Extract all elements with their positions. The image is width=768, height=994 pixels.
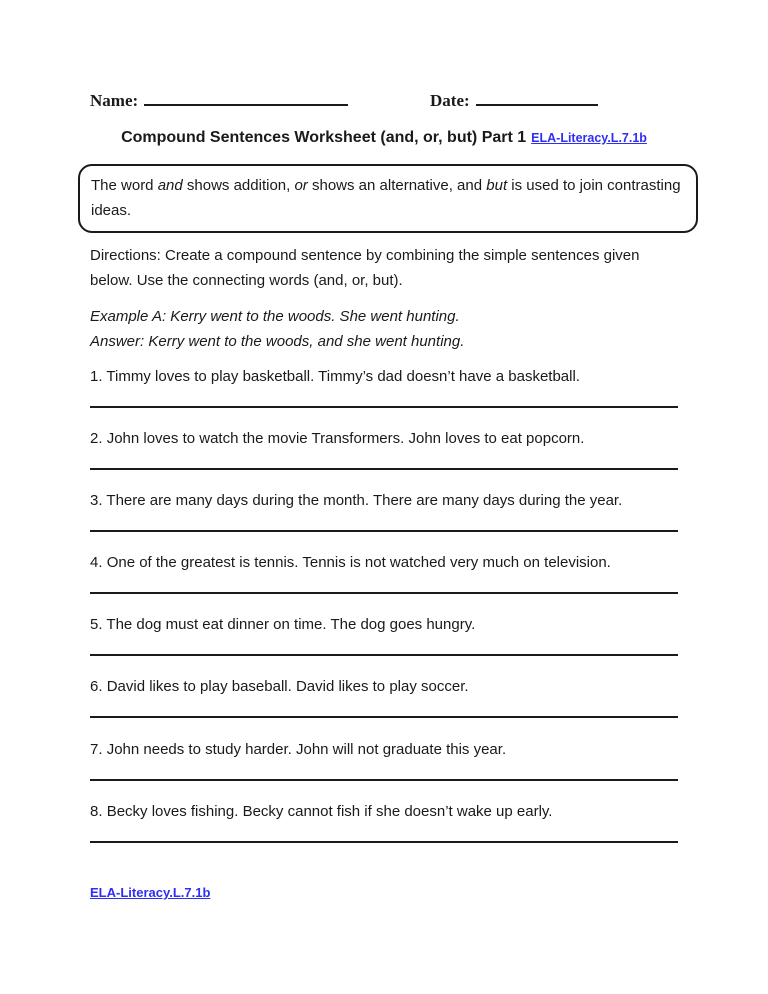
definition-word-but: but bbox=[486, 177, 508, 194]
question-number: 2. bbox=[90, 430, 103, 448]
question-sentence bbox=[90, 366, 678, 387]
question-number: 3. bbox=[90, 492, 103, 510]
question-item bbox=[90, 614, 678, 676]
name-field-row bbox=[90, 91, 348, 111]
question-text: One of the greatest is tennis. Tennis is not watched very much on television. bbox=[106, 554, 611, 572]
question-text: The dog must eat dinner on time. The dog goes hungry. bbox=[106, 616, 476, 634]
question-sentence bbox=[90, 614, 678, 635]
answer-blank-line bbox=[90, 841, 678, 843]
question-text: Timmy loves to play basketball. Timmy’s dad doesn’t have a basketball. bbox=[106, 368, 580, 385]
example-answer: Answer: Kerry went to the woods, and she went hunting. bbox=[90, 333, 465, 350]
example-prompt: Example A: Kerry went to the woods. She went hunting. bbox=[90, 308, 460, 325]
directions-text: Directions: Create a compound sentence by combining the simple sentences given below. Use the connecting words (and, or, but). bbox=[90, 247, 640, 289]
answer-blank-line bbox=[90, 592, 678, 594]
date-field-row bbox=[430, 91, 598, 111]
page-title: Compound Sentences Worksheet (and, or, but) Part 1 bbox=[121, 129, 527, 146]
definition-text-part: The word bbox=[91, 177, 158, 194]
name-label: Name: bbox=[90, 91, 139, 110]
answer-blank-line bbox=[90, 530, 678, 532]
definition-text-part: is used to join contrasting ideas. bbox=[91, 177, 681, 219]
title-row bbox=[0, 129, 768, 147]
question-item bbox=[90, 739, 678, 801]
question-item bbox=[90, 801, 678, 863]
question-sentence bbox=[90, 739, 678, 760]
name-blank-line bbox=[144, 91, 348, 106]
question-text: Becky loves fishing. Becky cannot fish if she doesn’t wake up early. bbox=[106, 802, 553, 820]
question-list bbox=[90, 366, 678, 863]
answer-blank-line bbox=[90, 716, 678, 718]
question-text: John loves to watch the movie Transformers. John loves to eat popcorn. bbox=[106, 430, 585, 448]
answer-blank-line bbox=[90, 468, 678, 470]
question-text: John needs to study harder. John will not graduate this year. bbox=[106, 740, 507, 758]
example-block bbox=[90, 304, 682, 354]
question-sentence bbox=[90, 428, 678, 449]
definition-text-part: shows an alternative, and bbox=[307, 177, 487, 194]
definition-word-and: and bbox=[157, 177, 183, 194]
question-item bbox=[90, 676, 678, 738]
question-number: 6. bbox=[90, 678, 103, 696]
question-item bbox=[90, 366, 678, 428]
question-number: 1. bbox=[90, 368, 103, 385]
answer-blank-line bbox=[90, 406, 678, 408]
question-sentence bbox=[90, 676, 678, 697]
question-number: 8. bbox=[90, 802, 103, 820]
answer-blank-line bbox=[90, 779, 678, 781]
title-standard-link[interactable]: ELA-Literacy.L.7.1b bbox=[531, 131, 647, 145]
definition-text-part: shows addition, bbox=[182, 177, 295, 194]
question-item bbox=[90, 552, 678, 614]
question-sentence bbox=[90, 801, 678, 822]
date-label: Date: bbox=[430, 91, 470, 110]
answer-blank-line bbox=[90, 654, 678, 656]
definition-word-or: or bbox=[294, 177, 308, 194]
question-item bbox=[90, 428, 678, 490]
question-sentence bbox=[90, 490, 678, 511]
question-number: 5. bbox=[90, 616, 103, 634]
question-sentence bbox=[90, 552, 678, 573]
question-number: 7. bbox=[90, 740, 103, 758]
date-blank-line bbox=[476, 91, 598, 106]
footer-standard-link[interactable]: ELA-Literacy.L.7.1b bbox=[90, 885, 211, 900]
question-text: David likes to play baseball. David likes to play soccer. bbox=[106, 678, 469, 696]
question-item bbox=[90, 490, 678, 552]
question-text: There are many days during the month. There are many days during the year. bbox=[106, 492, 623, 510]
definition-box bbox=[78, 164, 698, 233]
question-number: 4. bbox=[90, 554, 103, 572]
